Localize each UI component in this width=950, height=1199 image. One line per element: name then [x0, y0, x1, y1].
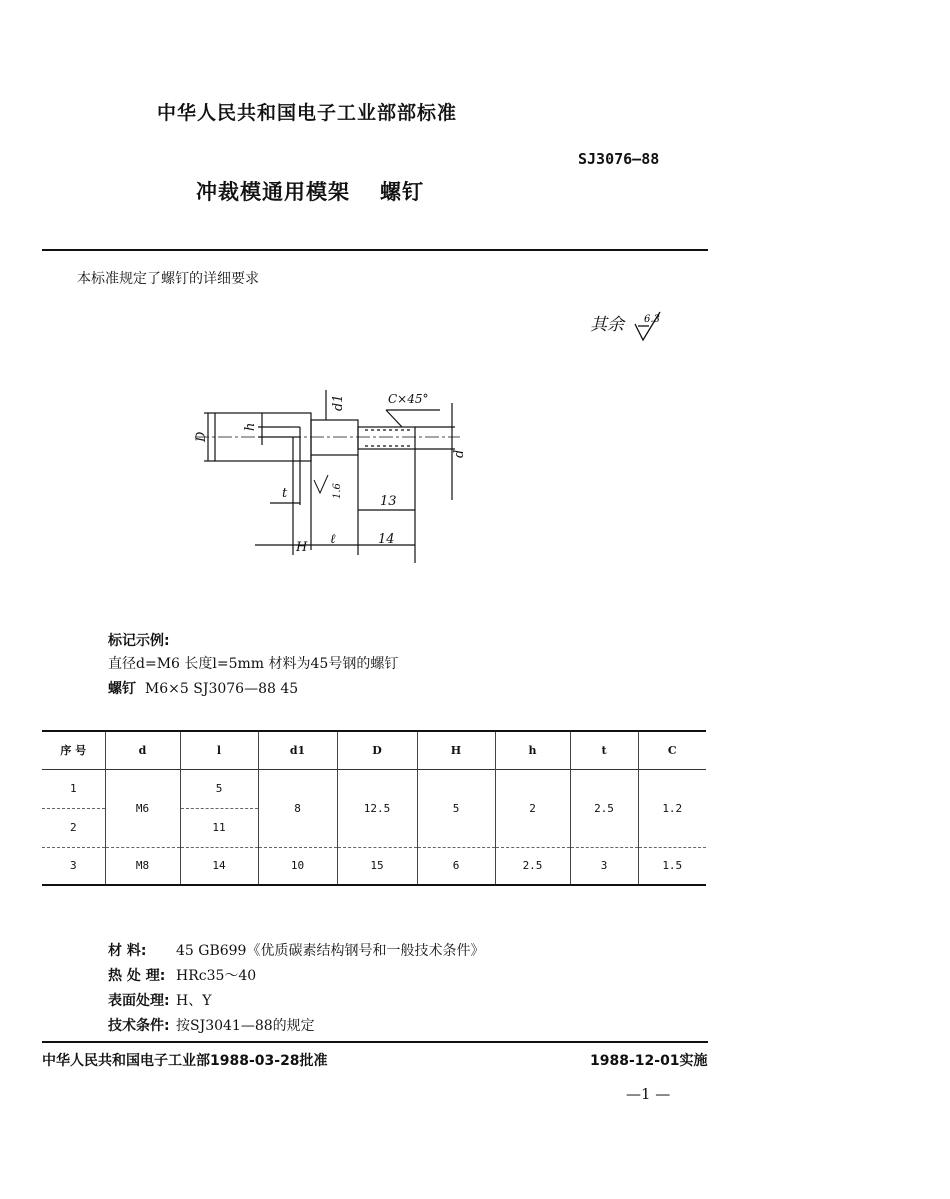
requirement-value: H、Y [176, 993, 212, 1009]
standard-number: SJ3076—88 [578, 150, 660, 168]
title-sub: 螺钉 [380, 180, 424, 204]
col-header-t: t [570, 731, 638, 769]
cell-D: 12.5 [337, 769, 417, 847]
issuing-authority: 中华人民共和国电子工业部部标准 [157, 102, 458, 124]
header-rule [42, 249, 708, 251]
roughness-value: 6.3 [644, 314, 660, 325]
cell-l: 5 [180, 769, 258, 808]
cell-t: 3 [570, 847, 638, 885]
col-header-h: h [495, 731, 570, 769]
table-row [42, 769, 706, 808]
cell-H: 6 [417, 847, 495, 885]
marking-example-value: M6×5 SJ3076—88 45 [144, 681, 299, 697]
cell-l: 11 [180, 808, 258, 847]
dim-l-label: ℓ [330, 532, 336, 547]
dim-13-label: 13 [380, 494, 397, 509]
title-main: 冲裁模通用模架 [196, 180, 350, 204]
roughness-local-value: 1.6 [332, 483, 343, 499]
col-header-d1: d1 [258, 731, 337, 769]
requirement-value: 按SJ3041—88的规定 [176, 1018, 315, 1034]
col-header-D: D [337, 731, 417, 769]
requirement-surface-treatment [108, 990, 211, 1010]
dim-d-label: d [452, 449, 467, 458]
implementation-date: 1988-12-01实施 [590, 1053, 708, 1069]
requirement-label: 热 处 理: [108, 968, 166, 984]
footer-rule [42, 1041, 708, 1043]
col-header-C: C [638, 731, 706, 769]
requirement-label: 技术条件: [108, 1018, 170, 1034]
dim-D-label: D [194, 431, 209, 442]
cell-d1: 8 [258, 769, 337, 847]
dim-14-label: 14 [378, 532, 395, 547]
dim-h-label: h [243, 422, 258, 431]
page-number: —1 — [626, 1085, 671, 1103]
marking-heading: 标记示例: [108, 633, 170, 649]
requirement-heat-treatment [108, 965, 256, 985]
cell-h: 2 [495, 769, 570, 847]
requirement-label: 表面处理: [108, 993, 170, 1009]
requirement-label: 材 料: [108, 943, 147, 959]
cell-l: 14 [180, 847, 258, 885]
roughness-symbol-icon [632, 310, 672, 346]
requirement-value: HRc35～40 [176, 968, 257, 984]
cell-H: 5 [417, 769, 495, 847]
document-title [196, 176, 424, 206]
requirement-value: 45 GB699《优质碳素结构钢号和一般技术条件》 [176, 943, 485, 959]
dimension-table [42, 730, 706, 886]
roughness-note: 其余 [590, 315, 624, 335]
marking-example-label: 螺钉 [108, 681, 136, 697]
cell-t: 2.5 [570, 769, 638, 847]
chamfer-label: C×45° [388, 392, 429, 406]
cell-h: 2.5 [495, 847, 570, 885]
dim-d1-label: d1 [331, 394, 346, 411]
requirement-technical-conditions [108, 1015, 315, 1035]
cell-no: 3 [69, 859, 77, 873]
cell-d: M8 [105, 847, 180, 885]
col-header-no: 序 号 [60, 744, 87, 758]
table-header-row [42, 731, 706, 769]
col-header-d: d [105, 731, 180, 769]
cell-no: 2 [69, 821, 77, 834]
cell-d: M6 [105, 769, 180, 847]
scope-statement: 本标准规定了螺钉的详细要求 [77, 271, 259, 287]
table-row [42, 847, 706, 885]
dim-t-label: t [282, 486, 288, 501]
col-header-l: l [180, 731, 258, 769]
dim-H-label: H [296, 540, 308, 555]
cell-C: 1.2 [638, 769, 706, 847]
cell-C: 1.5 [638, 847, 706, 885]
screw-shoulder [311, 420, 358, 455]
requirement-material [108, 940, 484, 960]
cell-no: 1 [42, 769, 105, 808]
approval-date: 中华人民共和国电子工业部1988-03-28批准 [42, 1053, 328, 1069]
marking-description: 直径d=M6 长度l=5mm 材料为45号钢的螺钉 [108, 656, 399, 672]
col-header-H: H [417, 731, 495, 769]
marking-example [108, 678, 298, 698]
cell-d1: 10 [258, 847, 337, 885]
cell-D: 15 [337, 847, 417, 885]
screw-drawing [190, 385, 490, 570]
